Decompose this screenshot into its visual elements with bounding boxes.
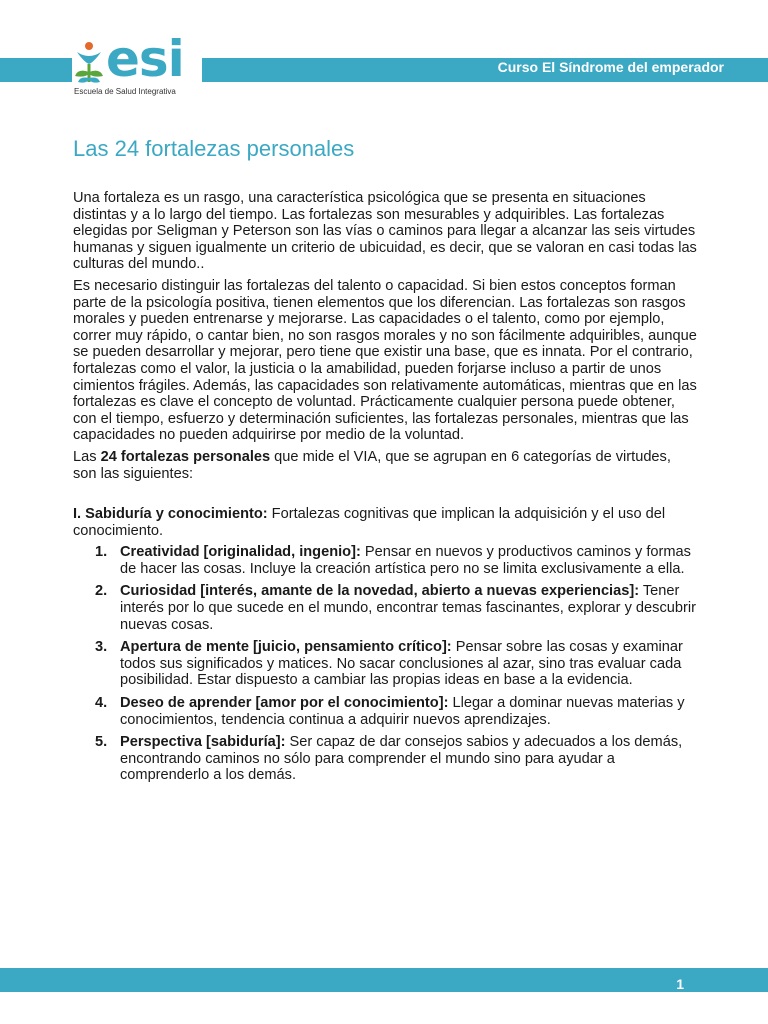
item-term: Creatividad [originalidad, ingenio]: — [120, 544, 361, 561]
item-term: Curiosidad [interés, amante de la novedad, abierto a nuevas experiencias]: — [120, 583, 640, 600]
section-heading: I. Sabiduría y conocimiento: — [73, 506, 268, 523]
list-item — [73, 639, 697, 689]
logo-wordmark: esi — [106, 30, 184, 88]
item-term: Deseo de aprender [amor por el conocimiento]: — [120, 695, 449, 712]
list-item — [73, 544, 697, 577]
item-term: Apertura de mente [juicio, pensamiento crítico]: — [120, 639, 452, 656]
page-number: 1 — [676, 976, 684, 992]
item-number: 5. — [95, 734, 108, 751]
intro-pre: Las — [73, 448, 101, 465]
esi-logo — [72, 30, 202, 100]
paragraph-definition: Una fortaleza es un rasgo, una característica psicológica que se presenta en situaciones distintas y a lo largo del tiempo. Las fortalezas son mesurables y adquiribles. Las fortalezas elegidas por Seligman y Peterson son las vías o caminos para llegar a alcanzar las seis virtudes humanas y siguen igualmente un criterio de ubicuidad, es decir, que se valoran en casi todas las culturas del mundo.. — [73, 190, 697, 273]
item-text: Llegar a dominar nuevas materias y conocimientos, tendencia continua a adquirir nuevos aprendizajes. — [120, 695, 685, 728]
list-item — [73, 583, 697, 633]
item-term: Perspectiva [sabiduría]: — [120, 734, 286, 751]
item-text: Pensar en nuevos y productivos caminos y formas de hacer las cosas. Incluye la creación artística pero no se limita exclusivamente a ella. — [120, 544, 691, 577]
item-number: 4. — [95, 695, 108, 712]
item-text: Pensar sobre las cosas y examinar todos sus significados y matices. No sacar conclusiones al azar, sino tras evaluar cada posibilidad. Estar dispuesto a cambiar las propias ideas en base a la evidencia. — [120, 639, 683, 689]
footer-band — [0, 968, 768, 992]
section-wisdom — [73, 506, 697, 539]
document-body — [73, 190, 697, 790]
item-number: 2. — [95, 583, 108, 600]
strengths-list — [73, 544, 697, 784]
course-title: Curso El Síndrome del emperador — [497, 59, 724, 75]
intro-bold: 24 fortalezas personales — [100, 448, 271, 465]
list-item — [73, 695, 697, 728]
intro-post: que mide el VIA, que se agrupan en 6 categorías de virtudes, son las siguientes: — [73, 448, 671, 482]
list-item — [73, 734, 697, 784]
logo-figure-icon — [72, 40, 106, 86]
item-number: 3. — [95, 639, 108, 656]
paragraph-intro-list — [73, 449, 697, 482]
item-text: Ser capaz de dar consejos sabios y adecuados a los demás, encontrando caminos no sólo para comprender el mundo sino para ayudar a comprenderlo a los demás. — [120, 734, 683, 784]
paragraph-talent: Es necesario distinguir las fortalezas del talento o capacidad. Si bien estos conceptos forman parte de la psicología positiva, tienen elementos que los diferencian. Las fortalezas son rasgos morales y pueden entrenarse y mejorarse. Las capacidades o el talento, como por ejemplo, correr muy rápido, o cantar bien, no son rasgos morales y no son fácilmente adquiribles, aunque se pueden desarrollar y mejorar, pero tiene que existir una base, que es innata. Por el contrario, fortalezas como el valor, la justicia o la amabilidad, pueden forjarse incluso a partir de unos cimientos frágiles. Además, las capacidades son relativamente automáticas, mientras que en las fortalezas es clave el concepto de voluntad. Prácticamente cualquier persona puede obtener, con el tiempo, esfuerzo y determinación suficientes, las fortalezas personales, mientras que las capacidades no pueden adquirirse por medio de la voluntad. — [73, 277, 697, 444]
item-text: Tener interés por lo que sucede en el mundo, encontrar temas fascinantes, explorar y descubrir nuevas cosas. — [120, 583, 696, 633]
logo-subtitle: Escuela de Salud Integrativa — [74, 87, 176, 96]
page-title: Las 24 fortalezas personales — [73, 136, 355, 161]
item-number: 1. — [95, 544, 108, 561]
section-text: Fortalezas cognitivas que implican la adquisición y el uso del conocimiento. — [73, 506, 666, 539]
